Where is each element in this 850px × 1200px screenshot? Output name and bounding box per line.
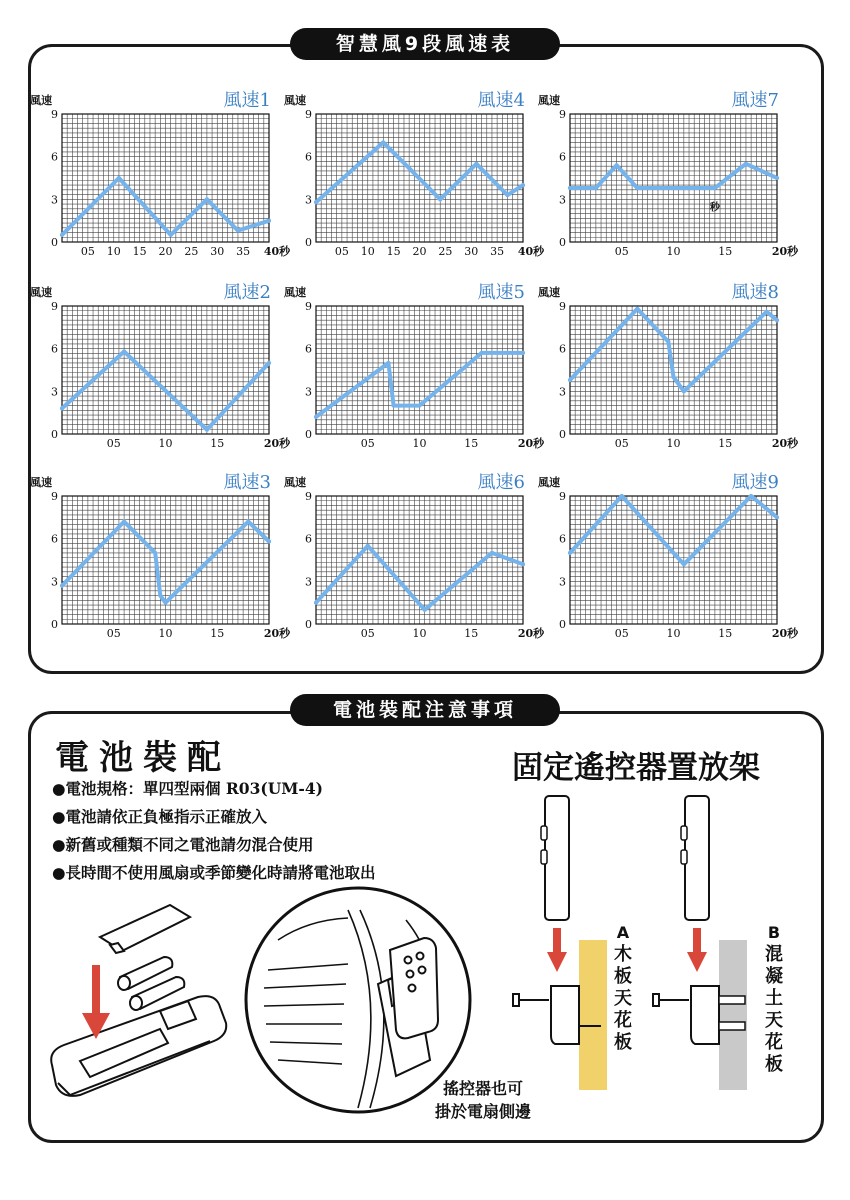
- instruction-item: ●長時間不使用風扇或季節變化時請將電池取出: [52, 863, 376, 882]
- x-tick-label: 15: [386, 245, 401, 258]
- x-tick-label: 10: [412, 627, 427, 640]
- screw-icon: [513, 994, 549, 1006]
- y-tick-label: 3: [51, 193, 58, 207]
- instruction-item: ●電池規格：單四型兩個 R03(UM-4): [52, 779, 323, 798]
- x-tick-label: 20秒: [771, 437, 799, 450]
- wind-speed-chart: [538, 90, 799, 267]
- y-tick-label: 0: [559, 428, 566, 441]
- wind-speed-chart: [284, 90, 545, 267]
- remote-icon: [390, 938, 438, 1038]
- data-point: [164, 601, 168, 605]
- chart-plot: [30, 284, 291, 459]
- y-axis-label: 風速: [30, 94, 52, 107]
- label-glyph: 凝: [765, 966, 783, 987]
- y-tick-label: 0: [305, 236, 312, 249]
- data-point: [205, 197, 209, 201]
- data-point: [205, 428, 209, 432]
- data-point: [568, 186, 572, 190]
- holder-option-a-illustration: [505, 790, 625, 1100]
- label-glyph: 混: [765, 944, 783, 965]
- data-point: [60, 406, 64, 410]
- y-axis-label: 風速: [284, 286, 306, 299]
- holder-option-b-illustration: [645, 790, 765, 1100]
- y-axis-label: 風速: [538, 286, 560, 299]
- data-point: [267, 361, 271, 365]
- chart-title: 風速7: [731, 90, 779, 111]
- x-tick-label: 40秒: [517, 245, 545, 258]
- y-tick-label: 0: [51, 428, 58, 441]
- data-point: [521, 351, 525, 355]
- chart-plot: [30, 474, 291, 649]
- y-tick-label: 6: [305, 532, 312, 546]
- chart-plot: [284, 92, 545, 267]
- y-axis-label: 風速: [538, 476, 560, 489]
- chart-plot: [538, 474, 799, 649]
- x-tick-label: 10: [158, 627, 173, 640]
- data-point: [480, 351, 484, 355]
- option-b-text: [763, 944, 785, 1076]
- data-point: [122, 350, 126, 354]
- y-tick-label: 3: [51, 385, 58, 399]
- x-tick-label: 15: [718, 437, 733, 450]
- x-tick-label: 20秒: [517, 627, 545, 640]
- option-a-letter: A: [616, 923, 630, 942]
- x-tick-label: 10: [666, 245, 681, 258]
- x-tick-label: 35: [490, 245, 505, 258]
- holder-bracket-icon: [691, 986, 719, 1044]
- chart-title: 風速8: [731, 282, 779, 303]
- grid: [62, 114, 269, 242]
- x-tick-label: 20秒: [263, 627, 291, 640]
- grid: [62, 496, 269, 624]
- wind-speed-chart: [30, 472, 291, 649]
- chart-plot: [538, 284, 799, 459]
- inner-label: 秒: [709, 202, 720, 214]
- y-tick-label: 6: [51, 342, 58, 356]
- y-tick-label: 0: [559, 618, 566, 631]
- x-tick-label: 10: [666, 627, 681, 640]
- wind-speed-chart: [284, 472, 545, 649]
- y-tick-label: 6: [559, 532, 566, 546]
- chart-title: 風速4: [477, 90, 525, 111]
- x-tick-label: 05: [106, 437, 121, 450]
- data-point: [775, 515, 779, 519]
- x-tick-label: 05: [614, 245, 629, 258]
- y-tick-label: 9: [305, 108, 312, 121]
- option-b-letter: B: [767, 923, 781, 942]
- x-tick-label: 10: [412, 437, 427, 450]
- label-glyph: 土: [765, 988, 783, 1009]
- data-point: [246, 520, 250, 524]
- y-axis-label: 風速: [284, 476, 306, 489]
- x-tick-label: 15: [210, 627, 225, 640]
- x-tick-label: 20: [412, 245, 427, 258]
- x-tick-label: 25: [184, 245, 199, 258]
- y-tick-label: 3: [305, 193, 312, 207]
- chart-plot: [284, 474, 545, 649]
- battery-section-title: 電池裝配注意事項: [290, 694, 560, 726]
- x-tick-label: 05: [334, 245, 349, 258]
- x-tick-label: 05: [614, 627, 629, 640]
- x-tick-label: 30: [464, 245, 479, 258]
- down-arrow-icon: [687, 928, 707, 972]
- label-glyph: 天: [765, 1010, 783, 1031]
- data-point: [682, 389, 686, 393]
- x-tick-label: 30: [210, 245, 225, 258]
- data-point: [236, 229, 240, 233]
- remote-icon: [545, 796, 569, 920]
- y-axis-label: 風速: [30, 286, 52, 299]
- label-glyph: 花: [614, 1010, 632, 1031]
- data-point: [392, 404, 396, 408]
- battery-instructions: [52, 775, 376, 887]
- x-tick-label: 25: [438, 245, 453, 258]
- wind-speed-chart: [538, 282, 799, 459]
- wood-ceiling-icon: [579, 940, 607, 1090]
- battery-install-illustration: [40, 885, 240, 1125]
- y-tick-label: 6: [559, 150, 566, 164]
- holder-bracket-icon: [551, 986, 579, 1044]
- x-tick-label: 20: [158, 245, 173, 258]
- y-tick-label: 3: [559, 385, 566, 399]
- data-point: [267, 540, 271, 544]
- data-point: [775, 318, 779, 322]
- data-point: [521, 183, 525, 187]
- x-tick-label: 05: [360, 627, 375, 640]
- x-tick-label: 10: [360, 245, 375, 258]
- x-tick-label: 35: [236, 245, 251, 258]
- chart-title: 風速6: [477, 472, 525, 493]
- data-point: [386, 361, 390, 365]
- y-tick-label: 0: [559, 236, 566, 249]
- instruction-item: ●新舊或種類不同之電池請勿混合使用: [52, 835, 314, 854]
- y-tick-label: 3: [305, 385, 312, 399]
- label-glyph: 板: [614, 1032, 632, 1053]
- data-point: [521, 562, 525, 566]
- data-point: [713, 186, 717, 190]
- label-glyph: 花: [765, 1032, 783, 1053]
- data-point: [314, 200, 318, 204]
- x-tick-label: 10: [158, 437, 173, 450]
- caption-line: 搖控器也可: [442, 1079, 523, 1098]
- data-point: [568, 378, 572, 382]
- data-point: [490, 551, 494, 555]
- label-glyph: 天: [614, 988, 632, 1009]
- chart-plot: [538, 92, 799, 267]
- data-point: [620, 494, 624, 498]
- x-tick-label: 20秒: [771, 627, 799, 640]
- y-tick-label: 9: [559, 108, 566, 121]
- label-glyph: 木: [614, 944, 632, 965]
- x-tick-label: 15: [718, 245, 733, 258]
- data-point: [314, 601, 318, 605]
- wind-speed-chart: [30, 90, 291, 267]
- y-tick-label: 0: [51, 618, 58, 631]
- data-point: [635, 307, 639, 311]
- data-point: [505, 193, 509, 197]
- x-tick-label: 05: [106, 627, 121, 640]
- chart-plot: [30, 92, 291, 267]
- data-point: [615, 163, 619, 167]
- x-tick-label: 40秒: [263, 245, 291, 258]
- y-axis-label: 風速: [538, 94, 560, 107]
- grid: [316, 306, 523, 434]
- insert-arrow-icon: [82, 965, 110, 1039]
- y-tick-label: 9: [559, 490, 566, 503]
- data-point: [366, 544, 370, 548]
- data-point: [418, 404, 422, 408]
- data-point: [267, 219, 271, 223]
- caption-line: 掛於電扇側邊: [434, 1102, 531, 1121]
- data-point: [153, 551, 157, 555]
- grid: [570, 114, 777, 242]
- concrete-ceiling-icon: [719, 940, 747, 1090]
- data-point: [775, 176, 779, 180]
- wind-speed-chart: [284, 282, 545, 459]
- chart-title: 風速1: [223, 90, 271, 111]
- data-point: [169, 233, 173, 237]
- screw-icon: [653, 994, 689, 1006]
- y-axis-label: 風速: [284, 94, 306, 107]
- chart-title: 風速9: [731, 472, 779, 493]
- holder-heading: 固定遙控器置放架: [512, 750, 760, 786]
- y-tick-label: 0: [51, 236, 58, 249]
- x-tick-label: 05: [360, 437, 375, 450]
- y-axis-label: 風速: [30, 476, 52, 489]
- x-tick-label: 15: [464, 437, 479, 450]
- y-tick-label: 0: [305, 618, 312, 631]
- data-point: [158, 594, 162, 598]
- x-tick-label: 10: [106, 245, 121, 258]
- y-tick-label: 6: [51, 150, 58, 164]
- label-glyph: 板: [614, 966, 632, 987]
- y-tick-label: 3: [559, 575, 566, 589]
- y-tick-label: 3: [51, 575, 58, 589]
- x-tick-label: 05: [614, 437, 629, 450]
- chart-plot: [284, 284, 545, 459]
- chart-title: 風速3: [223, 472, 271, 493]
- y-tick-label: 6: [305, 342, 312, 356]
- data-point: [60, 584, 64, 588]
- data-point: [438, 197, 442, 201]
- y-tick-label: 9: [51, 490, 58, 503]
- x-tick-label: 15: [210, 437, 225, 450]
- x-tick-label: 05: [80, 245, 95, 258]
- grid: [62, 306, 269, 434]
- y-tick-label: 9: [51, 108, 58, 121]
- y-tick-label: 3: [559, 193, 566, 207]
- y-tick-label: 6: [51, 532, 58, 546]
- data-point: [594, 186, 598, 190]
- data-point: [474, 162, 478, 166]
- x-tick-label: 20秒: [771, 245, 799, 258]
- y-tick-label: 6: [305, 150, 312, 164]
- remote-icon: [685, 796, 709, 920]
- instruction-item: ●電池請依正負極指示正確放入: [52, 807, 268, 826]
- down-arrow-icon: [547, 928, 567, 972]
- data-point: [423, 608, 427, 612]
- data-point: [666, 340, 670, 344]
- chart-title: 風速2: [223, 282, 271, 303]
- data-point: [122, 520, 126, 524]
- wind-speed-chart: [538, 472, 799, 649]
- chart-title: 風速5: [477, 282, 525, 303]
- battery-heading: 電池裝配: [55, 738, 231, 778]
- data-point: [672, 375, 676, 379]
- data-point: [568, 551, 572, 555]
- y-tick-label: 9: [559, 300, 566, 313]
- wind-speed-chart: [30, 282, 291, 459]
- y-tick-label: 0: [305, 428, 312, 441]
- data-point: [635, 186, 639, 190]
- data-point: [60, 233, 64, 237]
- data-point: [117, 176, 121, 180]
- option-a-text: [612, 944, 634, 1054]
- option-b-label: [763, 922, 785, 1076]
- y-tick-label: 9: [51, 300, 58, 313]
- y-tick-label: 9: [305, 490, 312, 503]
- x-tick-label: 15: [718, 627, 733, 640]
- speed-section-title: 智慧風9段風速表: [290, 28, 560, 60]
- x-tick-label: 20秒: [517, 437, 545, 450]
- data-point: [314, 415, 318, 419]
- grid: [570, 496, 777, 624]
- y-tick-label: 6: [559, 342, 566, 356]
- y-tick-label: 3: [305, 575, 312, 589]
- option-a-label: [612, 922, 634, 1054]
- x-tick-label: 15: [464, 627, 479, 640]
- data-point: [381, 140, 385, 144]
- x-tick-label: 15: [132, 245, 147, 258]
- y-tick-label: 9: [305, 300, 312, 313]
- x-tick-label: 20秒: [263, 437, 291, 450]
- x-tick-label: 10: [666, 437, 681, 450]
- data-point: [765, 310, 769, 314]
- data-point: [682, 562, 686, 566]
- data-point: [749, 494, 753, 498]
- data-point: [744, 162, 748, 166]
- label-glyph: 板: [765, 1054, 783, 1075]
